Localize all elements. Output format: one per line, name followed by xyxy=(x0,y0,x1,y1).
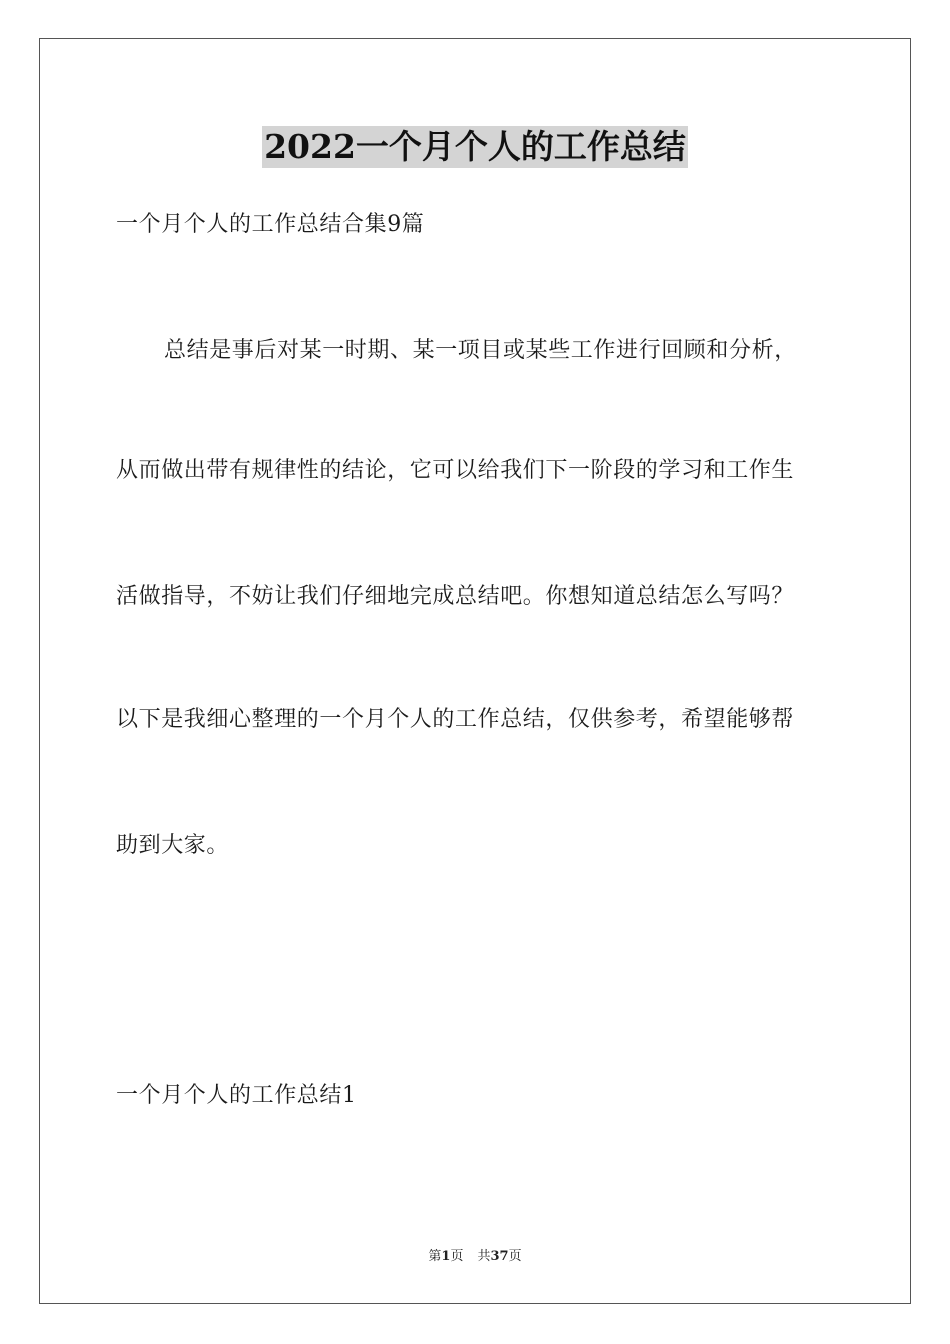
paragraph-line-5: 助到大家。 xyxy=(116,833,230,858)
paragraph-line-2: 从而做出带有规律性的结论，它可以给我们下一阶段的学习和工作生 xyxy=(116,458,795,483)
total-pages: 37 xyxy=(490,1249,509,1264)
document-title: 2022一个月个人的工作总结 xyxy=(264,127,686,166)
section-heading: 一个月个人的工作总结1 xyxy=(116,1083,357,1108)
page-number: 1 xyxy=(441,1249,451,1264)
total-prefix: 共 xyxy=(477,1249,491,1264)
total-suffix: 页 xyxy=(508,1249,522,1264)
page-footer xyxy=(0,1248,950,1266)
page-prefix: 第 xyxy=(428,1249,442,1264)
paragraph-line-1: 总结是事后对某一时期、某一项目或某些工作进行回顾和分析， xyxy=(164,338,797,363)
page-suffix: 页 xyxy=(450,1249,464,1264)
title-container xyxy=(0,126,950,168)
document-subtitle: 一个月个人的工作总结合集9篇 xyxy=(116,212,425,237)
paragraph-line-4: 以下是我细心整理的一个月个人的工作总结，仅供参考，希望能够帮 xyxy=(116,707,795,732)
paragraph-line-3: 活做指导，不妨让我们仔细地完成总结吧。你想知道总结怎么写吗？ xyxy=(116,584,795,609)
